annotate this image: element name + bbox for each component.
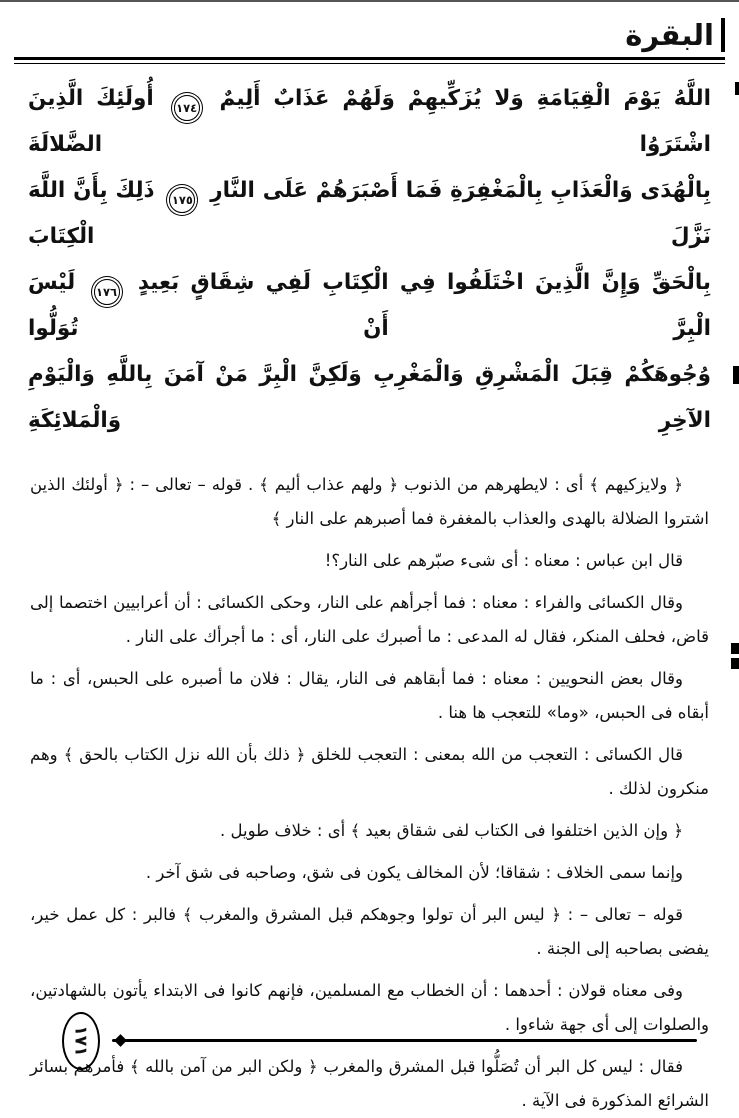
surah-title-wrap <box>14 16 725 54</box>
quran-text: بِالْهُدَى وَالْعَذَابِ بِالْمَغْفِرَةِ فَمَا أَصْبَرَهُمْ عَلَى النَّارِ <box>210 178 711 203</box>
print-mark <box>731 658 739 669</box>
page-footer <box>0 1006 739 1072</box>
verse-number-medallion: ١٧٤ <box>174 95 200 121</box>
quran-line <box>28 76 711 168</box>
verse-number-medallion: ١٧٦ <box>94 279 120 305</box>
quran-text: أُولَئِكَ الَّذِينَ اشْتَرَوُا الضَّلالَةَ <box>28 86 711 157</box>
commentary-paragraph: قوله – تعالى – : ﴿ ليس البر أن تولوا وجوهكم قبل المشرق والمغرب ﴾ فالبر : كل عمل خير، يفضى بصاحبه إلى الجنة . <box>30 905 709 958</box>
quran-text: ذَلِكَ بِأَنَّ اللَّهَ نَزَّلَ الْكِتَابَ <box>28 178 711 249</box>
print-mark <box>731 643 739 654</box>
quran-text: اللَّهُ يَوْمَ الْقِيَامَةِ وَلا يُزَكِّيهِمْ وَلَهُمْ عَذَابٌ أَلِيمٌ <box>219 86 711 111</box>
commentary-paragraph: قال ابن عباس : معناه : أى شىء صبّرهم على النار؟! <box>324 551 683 570</box>
commentary-paragraph: وقال بعض النحويين : معناه : فما أبقاهم فى النار، يقال : فلان ما أصبره على الحبس، أى : ما أبقاه فى الحبس، «وما» للتعجب ها هنا . <box>30 669 709 722</box>
commentary-paragraph: وإنما سمى الخلاف : شقاقا؛ لأن المخالف يكون فى شق، وصاحبه فى شق آخر . <box>145 863 683 882</box>
scan-edge-line <box>0 0 739 2</box>
header-double-rule <box>14 57 725 64</box>
page-number: ١٧١ <box>71 1025 92 1057</box>
print-mark <box>733 366 739 384</box>
commentary-paragraph: فقال : ليس كل البر أن تُصَلُّوا قبل المشرق والمغرب ﴿ ولكن البر من آمن بالله ﴾ فأمرهم بسائر الشرائع المذكورة فى الآية . <box>30 1057 709 1110</box>
title-ornament-bar <box>721 18 725 52</box>
commentary-paragraph: وفى معناه قولان : أحدهما : أن الخطاب مع المسلمين، فإنهم كانوا فى الابتداء يأتون بالشهادتين، والصلوات إلى أى جهة شاءوا . <box>30 981 709 1034</box>
page-header <box>0 0 739 64</box>
commentary-paragraph: ﴿ ولايزكيهم ﴾ أى : لايطهرهم من الذنوب ﴿ ولهم عذاب أليم ﴾ . قوله – تعالى – : ﴿ أولئك الذين اشتروا الضلالة بالهدى والعذاب بالمغفرة فما أصبرهم على النار ﴾ <box>30 475 709 528</box>
quran-block <box>0 64 739 444</box>
commentary-paragraph: قال الكسائى : التعجب من الله بمعنى : التعجب للخلق ﴿ ذلك بأن الله نزل الكتاب بالحق ﴾ وهم منكرون لذلك . <box>30 745 709 798</box>
print-mark <box>735 82 739 95</box>
quran-line <box>28 352 711 444</box>
surah-title: البقرة <box>625 17 714 52</box>
verse-number-medallion: ١٧٥ <box>169 187 195 213</box>
quran-text: بِالْحَقِّ وَإِنَّ الَّذِينَ اخْتَلَفُوا فِي الْكِتَابِ لَفِي شِقَاقٍ بَعِيدٍ <box>137 270 711 295</box>
quran-text: لَيْسَ الْبِرَّ أَنْ تُوَلُّوا <box>28 270 711 341</box>
quran-line <box>28 260 711 352</box>
commentary-paragraph: ﴿ وإن الذين اختلفوا فى الكتاب لفى شقاق بعيد ﴾ أى : خلاف طويل . <box>220 821 683 840</box>
page-number-oval <box>62 1012 100 1070</box>
quran-text: وُجُوهَكُمْ قِبَلَ الْمَشْرِقِ وَالْمَغْرِبِ وَلَكِنَّ الْبِرَّ مَنْ آمَنَ بِاللَّهِ وَالْيَوْمِ الآخِرِ وَالْمَلائِكَةِ <box>28 362 711 433</box>
quran-line <box>28 168 711 260</box>
commentary-paragraph: وقال الكسائى والفراء : معناه : فما أجرأهم على النار، وحكى الكسائى : أن أعرابيين اختصما إلى قاض، فحلف المنكر، فقال له المدعى : ما أصبرك على النار، أى : ما أجرأك على النار . <box>30 593 709 646</box>
footer-rule-line <box>112 1039 697 1043</box>
